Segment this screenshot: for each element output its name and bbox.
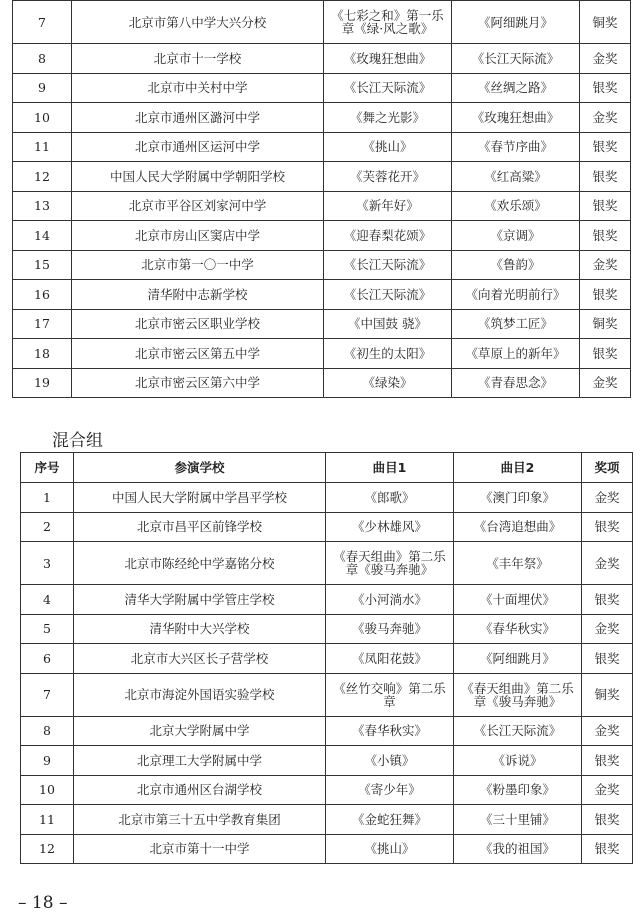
cell-song2: 《向着光明前行》 (452, 280, 580, 310)
cell-song1: 《金蛇狂舞》 (326, 805, 454, 835)
cell-no: 1 (21, 483, 74, 513)
cell-song2: 《粉墨印象》 (454, 775, 582, 805)
table-row (13, 73, 631, 103)
cell-no: 3 (21, 542, 74, 585)
cell-award: 铜奖 (580, 1, 631, 44)
cell-award: 银奖 (580, 191, 631, 221)
cell-song2: 《阿细跳月》 (452, 1, 580, 44)
cell-song2: 《台湾追想曲》 (454, 512, 582, 542)
cell-no: 18 (13, 339, 72, 369)
cell-song1: 《寄少年》 (326, 775, 454, 805)
cell-school: 中国人民大学附属中学朝阳学校 (72, 162, 324, 192)
cell-award: 银奖 (582, 512, 633, 542)
cell-award: 银奖 (580, 339, 631, 369)
cell-school: 中国人民大学附属中学昌平学校 (74, 483, 326, 513)
cell-school: 清华附中大兴学校 (74, 614, 326, 644)
cell-school: 北京市海淀外国语实验学校 (74, 673, 326, 716)
cell-school: 北京市平谷区刘家河中学 (72, 191, 324, 221)
cell-award: 铜奖 (582, 673, 633, 716)
cell-song2: 《玫瑰狂想曲》 (452, 103, 580, 133)
cell-song1: 《凤阳花鼓》 (326, 644, 454, 674)
cell-song1: 《春天组曲》第二乐章《骏马奔驰》 (326, 542, 454, 585)
cell-award: 金奖 (580, 368, 631, 398)
cell-song1: 《丝竹交响》第二乐章 (326, 673, 454, 716)
cell-school: 北京市密云区职业学校 (72, 309, 324, 339)
cell-award: 银奖 (580, 132, 631, 162)
cell-song2: 《春天组曲》第二乐章《骏马奔驰》 (454, 673, 582, 716)
cell-no: 13 (13, 191, 72, 221)
cell-no: 7 (13, 1, 72, 44)
cell-no: 11 (13, 132, 72, 162)
cell-no: 6 (21, 644, 74, 674)
cell-no: 5 (21, 614, 74, 644)
award-table-continued (12, 0, 631, 398)
cell-no: 2 (21, 512, 74, 542)
table-row (13, 339, 631, 369)
cell-no: 8 (21, 716, 74, 746)
cell-school: 清华大学附属中学管庄学校 (74, 585, 326, 615)
cell-school: 北京市十一学校 (72, 44, 324, 74)
cell-song1: 《小镇》 (326, 746, 454, 776)
cell-award: 银奖 (582, 834, 633, 864)
cell-song2: 《丰年祭》 (454, 542, 582, 585)
cell-no: 9 (13, 73, 72, 103)
cell-song1: 《中国鼓 骁》 (324, 309, 452, 339)
cell-school: 北京大学附属中学 (74, 716, 326, 746)
cell-song1: 《长江天际流》 (324, 280, 452, 310)
cell-song1: 《小河淌水》 (326, 585, 454, 615)
cell-song1: 《迎春梨花颂》 (324, 221, 452, 251)
table-row (13, 132, 631, 162)
cell-award: 银奖 (580, 221, 631, 251)
cell-song2: 《草原上的新年》 (452, 339, 580, 369)
cell-award: 金奖 (582, 542, 633, 585)
cell-school: 北京市房山区窦店中学 (72, 221, 324, 251)
cell-song2: 《三十里铺》 (454, 805, 582, 835)
table-row (13, 221, 631, 251)
table-row (13, 280, 631, 310)
table-row (13, 309, 631, 339)
cell-no: 8 (13, 44, 72, 74)
cell-no: 14 (13, 221, 72, 251)
cell-school: 北京理工大学附属中学 (74, 746, 326, 776)
table-row (13, 44, 631, 74)
table-row (21, 775, 633, 805)
cell-song2: 《红高粱》 (452, 162, 580, 192)
header-school: 参演学校 (74, 453, 326, 483)
table-row (21, 542, 633, 585)
table-row (13, 103, 631, 133)
cell-song1: 《舞之光影》 (324, 103, 452, 133)
cell-award: 银奖 (582, 644, 633, 674)
cell-song1: 《芙蓉花开》 (324, 162, 452, 192)
cell-award: 金奖 (580, 44, 631, 74)
cell-no: 4 (21, 585, 74, 615)
table-header-row (21, 453, 633, 483)
cell-song1: 《新年好》 (324, 191, 452, 221)
cell-award: 金奖 (582, 614, 633, 644)
cell-song1: 《郎歌》 (326, 483, 454, 513)
cell-no: 12 (21, 834, 74, 864)
cell-school: 北京市大兴区长子营学校 (74, 644, 326, 674)
cell-song2: 《长江天际流》 (454, 716, 582, 746)
cell-school: 北京市通州区潞河中学 (72, 103, 324, 133)
cell-song2: 《澳门印象》 (454, 483, 582, 513)
cell-school: 北京市第一〇一中学 (72, 250, 324, 280)
cell-award: 金奖 (580, 103, 631, 133)
cell-school: 北京市陈经纶中学嘉铭分校 (74, 542, 326, 585)
table-row (13, 191, 631, 221)
cell-song2: 《十面埋伏》 (454, 585, 582, 615)
table-row (21, 805, 633, 835)
table-row (21, 512, 633, 542)
cell-song2: 《阿细跳月》 (454, 644, 582, 674)
header-award: 奖项 (582, 453, 633, 483)
cell-song1: 《玫瑰狂想曲》 (324, 44, 452, 74)
cell-no: 10 (21, 775, 74, 805)
cell-school: 北京市密云区第五中学 (72, 339, 324, 369)
cell-song1: 《绿染》 (324, 368, 452, 398)
table-row (21, 644, 633, 674)
cell-school: 北京市通州区台湖学校 (74, 775, 326, 805)
cell-school: 清华附中志新学校 (72, 280, 324, 310)
cell-no: 12 (13, 162, 72, 192)
header-song1: 曲目1 (326, 453, 454, 483)
cell-award: 银奖 (582, 805, 633, 835)
cell-song1: 《初生的太阳》 (324, 339, 452, 369)
cell-song2: 《欢乐颂》 (452, 191, 580, 221)
cell-song2: 《鲁韵》 (452, 250, 580, 280)
cell-song2: 《诉说》 (454, 746, 582, 776)
table-row (21, 746, 633, 776)
page-number: – 18 – (18, 893, 68, 913)
header-no: 序号 (21, 453, 74, 483)
cell-award: 铜奖 (580, 309, 631, 339)
cell-award: 金奖 (582, 775, 633, 805)
cell-award: 金奖 (580, 250, 631, 280)
cell-song2: 《丝绸之路》 (452, 73, 580, 103)
cell-award: 银奖 (580, 280, 631, 310)
cell-no: 15 (13, 250, 72, 280)
table-row (21, 614, 633, 644)
cell-song1: 《挑山》 (326, 834, 454, 864)
cell-song2: 《筑梦工匠》 (452, 309, 580, 339)
cell-no: 11 (21, 805, 74, 835)
table-row (21, 585, 633, 615)
cell-school: 北京市第十一中学 (74, 834, 326, 864)
cell-award: 银奖 (582, 585, 633, 615)
table-row (13, 162, 631, 192)
table-row (13, 250, 631, 280)
table-row (13, 368, 631, 398)
cell-award: 金奖 (582, 716, 633, 746)
cell-song1: 《春华秋实》 (326, 716, 454, 746)
cell-no: 16 (13, 280, 72, 310)
cell-no: 17 (13, 309, 72, 339)
cell-song2: 《京调》 (452, 221, 580, 251)
cell-no: 10 (13, 103, 72, 133)
cell-no: 9 (21, 746, 74, 776)
cell-award: 银奖 (582, 746, 633, 776)
cell-school: 北京市昌平区前锋学校 (74, 512, 326, 542)
cell-song2: 《长江天际流》 (452, 44, 580, 74)
cell-song2: 《青春思念》 (452, 368, 580, 398)
cell-song1: 《长江天际流》 (324, 250, 452, 280)
cell-song2: 《我的祖国》 (454, 834, 582, 864)
cell-school: 北京市通州区运河中学 (72, 132, 324, 162)
cell-song1: 《少林雄风》 (326, 512, 454, 542)
table-row (21, 716, 633, 746)
cell-song1: 《七彩之和》第一乐章《绿·风之歌》 (324, 1, 452, 44)
cell-school: 北京市密云区第六中学 (72, 368, 324, 398)
cell-song1: 《挑山》 (324, 132, 452, 162)
cell-school: 北京市中关村中学 (72, 73, 324, 103)
cell-school: 北京市第八中学大兴分校 (72, 1, 324, 44)
table-row (21, 483, 633, 513)
table-row (21, 834, 633, 864)
table-row (21, 673, 633, 716)
cell-school: 北京市第三十五中学教育集团 (74, 805, 326, 835)
cell-song1: 《长江天际流》 (324, 73, 452, 103)
cell-award: 银奖 (580, 73, 631, 103)
mixed-group-award-table (20, 452, 633, 864)
cell-song1: 《骏马奔驰》 (326, 614, 454, 644)
cell-award: 金奖 (582, 483, 633, 513)
cell-no: 7 (21, 673, 74, 716)
cell-no: 19 (13, 368, 72, 398)
cell-award: 银奖 (580, 162, 631, 192)
group-title: 混合组 (52, 431, 103, 451)
table-row (13, 1, 631, 44)
cell-song2: 《春华秋实》 (454, 614, 582, 644)
cell-song2: 《春节序曲》 (452, 132, 580, 162)
header-song2: 曲目2 (454, 453, 582, 483)
